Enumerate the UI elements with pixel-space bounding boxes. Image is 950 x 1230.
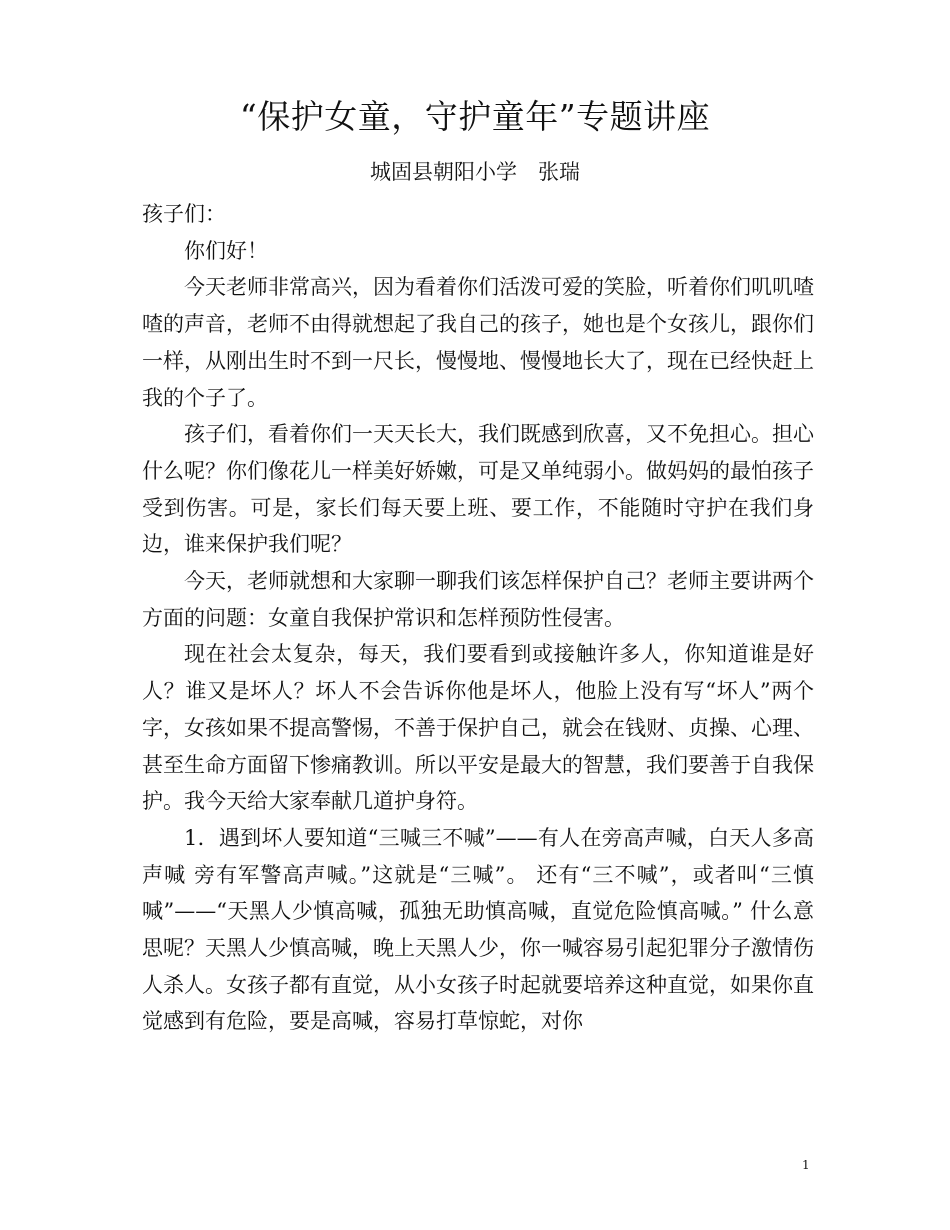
salutation: 孩子们： — [142, 202, 226, 226]
document-body — [142, 196, 814, 1040]
document-title: “保护女童，守护童年”专题讲座 — [239, 97, 711, 136]
paragraph-rule-one: 1．遇到坏人要知道“三喊三不喊”——有人在旁高声喊，白天人多高声喊 旁有军警高声喊。”这就是“三喊”。 还有“三不喊”，或者叫“三慎喊”——“天黑人少慎高喊，孤独无助慎高喊，直觉危险慎高喊。” 什么意思呢？天黑人少慎高喊，晚上天黑人少，你一喊容易引起犯罪分子激情伤人杀人。女孩子都有直觉，从小女孩子时起就要培养这种直觉，如果你直觉感到有危险，要是高喊，容易打草惊蛇，对你 — [142, 825, 814, 1034]
paragraph-topic: 今天，老师就想和大家聊一聊我们该怎样保护自己？老师主要讲两个方面的问题：女童自我保护常识和怎样预防性侵害。 — [142, 569, 814, 630]
paragraph-greeting: 你们好！ — [184, 238, 268, 263]
paragraph-safety-context: 现在社会太复杂，每天，我们要看到或接触许多人，你知道谁是好人？谁又是坏人？坏人不会告诉你他是坏人，他脸上没有写“坏人”两个字，女孩如果不提高警惕，不善于保护自己，就会在钱财、贞操、心理、甚至生命方面留下惨痛教训。所以平安是最大的智慧，我们要善于自我保护。我今天给大家奉献几道护身符。 — [142, 642, 814, 814]
document-author: 城固县朝阳小学 张瑞 — [370, 160, 580, 184]
paragraph-introduction: 今天老师非常高兴，因为看着你们活泼可爱的笑脸，听着你们叽叽喳喳的声音，老师不由得就想起了我自己的孩子，她也是个女孩儿，跟你们一样，从刚出生时不到一尺长，慢慢地、慢慢地长大了，现在已经快赶上我的个子了。 — [142, 275, 814, 410]
paragraph-concern: 孩子们，看着你们一天天长大，我们既感到欣喜，又不免担心。担心什么呢？你们像花儿一样美好娇嫩，可是又单纯弱小。做妈妈的最怕孩子受到伤害。可是，家长们每天要上班、要工作，不能随时守护在我们身边，谁来保护我们呢？ — [142, 422, 814, 557]
page-number-text: 1 — [802, 1158, 810, 1172]
